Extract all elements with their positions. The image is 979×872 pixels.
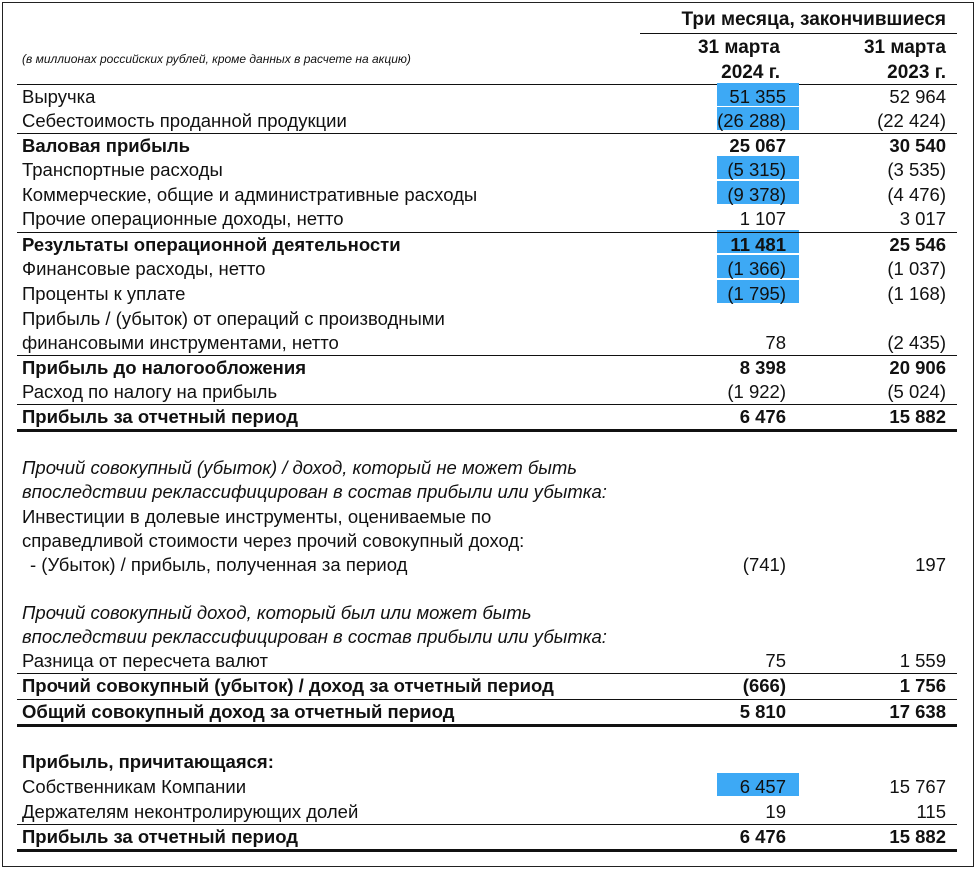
value-2024: 6 457	[739, 776, 786, 797]
row-label: справедливой стоимости через прочий совокупный доход:	[22, 530, 525, 551]
column-header-2023	[806, 35, 946, 85]
row-profit-before-tax	[17, 355, 957, 381]
row-finance-costs	[17, 257, 957, 282]
row-label: Прибыль до налогообложения	[22, 357, 307, 378]
row-label: впоследствии реклассифицирован в состав прибыли или убытка:	[22, 626, 607, 647]
value-2024: (5 315)	[727, 159, 786, 180]
value-2024: 5 810	[739, 701, 786, 722]
row-owners-of-company	[17, 775, 957, 800]
row-income-tax	[17, 380, 957, 405]
value-2024: 1 107	[739, 208, 786, 229]
value-2024: 6 476	[739, 406, 786, 427]
column-header-2024-line2: 2024 г.	[721, 62, 780, 83]
value-2024: 11 481	[730, 234, 786, 255]
row-label: Разница от пересчета валют	[22, 650, 268, 671]
value-2024: 75	[765, 650, 786, 671]
column-header-2023-line2: 2023 г.	[887, 62, 946, 83]
double-rule	[17, 429, 957, 432]
row-label: Результаты операционной деятельности	[22, 234, 401, 255]
row-operating-result	[17, 232, 957, 258]
value-2024: 19	[765, 801, 786, 822]
value-2023: (4 476)	[887, 184, 946, 205]
value-2023: 30 540	[889, 135, 946, 156]
row-oci-total	[17, 673, 957, 699]
section-heading	[17, 625, 957, 650]
value-2024: (1 366)	[727, 258, 786, 279]
row-derivatives	[17, 331, 957, 356]
value-2024: (1 795)	[727, 283, 786, 304]
row-label: Прочий совокупный (убыток) / доход за отчетный период	[22, 675, 554, 696]
row-equity-investments-line1	[17, 505, 957, 530]
unit-note: (в миллионах российских рублей, кроме данных в расчете на акцию)	[22, 52, 411, 66]
value-2023: 15 882	[889, 826, 946, 847]
value-2023: (1 037)	[887, 258, 946, 279]
value-2024: (666)	[742, 675, 786, 696]
value-2023: (5 024)	[887, 381, 946, 402]
row-other-operating-income	[17, 207, 957, 232]
value-2023: 1 559	[899, 650, 946, 671]
row-interest-expense	[17, 282, 957, 307]
column-header-2024-line1: 31 марта	[697, 37, 780, 58]
row-label: Общий совокупный доход за отчетный период	[22, 701, 455, 722]
value-2023: 52 964	[889, 86, 946, 107]
value-2024: (9 378)	[727, 184, 786, 205]
row-label: Прибыль / (убыток) от операций с производными	[22, 308, 445, 329]
value-2024: 25 067	[729, 135, 786, 156]
header-underline	[640, 33, 957, 34]
section-heading	[17, 601, 957, 626]
value-2024: 8 398	[739, 357, 786, 378]
value-2023: (3 535)	[887, 159, 946, 180]
row-profit-for-period	[17, 404, 957, 430]
value-2023: 25 546	[889, 234, 946, 255]
row-cost-of-sales	[17, 109, 957, 134]
row-profit-for-period-total	[17, 824, 957, 850]
row-label: Транспортные расходы	[22, 159, 223, 180]
row-non-controlling-interests	[17, 800, 957, 825]
row-label: Собственникам Компании	[22, 776, 247, 797]
section-heading	[17, 456, 957, 481]
value-2023: 3 017	[899, 208, 946, 229]
row-label: впоследствии реклассифицирован в состав прибыли или убытка:	[22, 481, 607, 502]
value-2023: (22 424)	[877, 110, 946, 131]
value-2024: 6 476	[739, 826, 786, 847]
row-label: Выручка	[22, 86, 96, 107]
row-total-comprehensive-income	[17, 699, 957, 725]
row-label: Себестоимость проданной продукции	[22, 110, 347, 131]
row-equity-investments-line2	[17, 529, 957, 554]
row-label: финансовыми инструментами, нетто	[22, 332, 339, 353]
double-rule	[17, 849, 957, 852]
value-2023: (1 168)	[887, 283, 946, 304]
column-header-2024	[640, 35, 780, 85]
value-2023: 17 638	[889, 701, 946, 722]
row-label: Проценты к уплате	[22, 283, 186, 304]
row-label: Прочий совокупный доход, который был или может быть	[22, 602, 532, 623]
value-2024: (1 922)	[727, 381, 786, 402]
row-derivatives-line1	[17, 307, 957, 332]
value-2024: 78	[765, 332, 786, 353]
row-label: Коммерческие, общие и административные расходы	[22, 184, 478, 205]
section-heading-attributable	[17, 750, 957, 775]
row-revenue	[17, 85, 957, 110]
value-2023: 1 756	[899, 675, 946, 696]
row-transport-expenses	[17, 158, 957, 183]
value-2023: 197	[915, 554, 946, 575]
row-label: Инвестиции в долевые инструменты, оцениваемые по	[22, 506, 492, 527]
row-label: Валовая прибыль	[22, 135, 191, 156]
value-2023: (2 435)	[887, 332, 946, 353]
double-rule	[17, 724, 957, 727]
row-label: Финансовые расходы, нетто	[22, 258, 266, 279]
section-heading	[17, 480, 957, 505]
value-2023: 20 906	[889, 357, 946, 378]
value-2024: 51 355	[729, 86, 786, 107]
row-label: Прочие операционные доходы, нетто	[22, 208, 344, 229]
row-label: Расход по налогу на прибыль	[22, 381, 278, 402]
row-label: Прибыль за отчетный период	[22, 406, 299, 427]
row-label: Прочий совокупный (убыток) / доход, который не может быть	[22, 457, 578, 478]
period-title: Три месяца, закончившиеся	[681, 9, 946, 30]
row-oci-loss-gain	[17, 553, 957, 578]
value-2023: 15 882	[889, 406, 946, 427]
value-2023: 15 767	[889, 776, 946, 797]
row-gross-profit	[17, 133, 957, 159]
row-fx-translation	[17, 649, 957, 674]
row-label: Держателям неконтролирующих долей	[22, 801, 359, 822]
row-label: - (Убыток) / прибыль, полученная за период	[30, 554, 408, 575]
value-2024: (741)	[742, 554, 786, 575]
row-label: Прибыль за отчетный период	[22, 826, 299, 847]
value-2023: 115	[916, 801, 946, 822]
column-header-2023-line1: 31 марта	[863, 37, 946, 58]
row-sga-expenses	[17, 183, 957, 208]
row-label: Прибыль, причитающаяся:	[22, 751, 274, 772]
value-2024: (26 288)	[717, 110, 786, 131]
